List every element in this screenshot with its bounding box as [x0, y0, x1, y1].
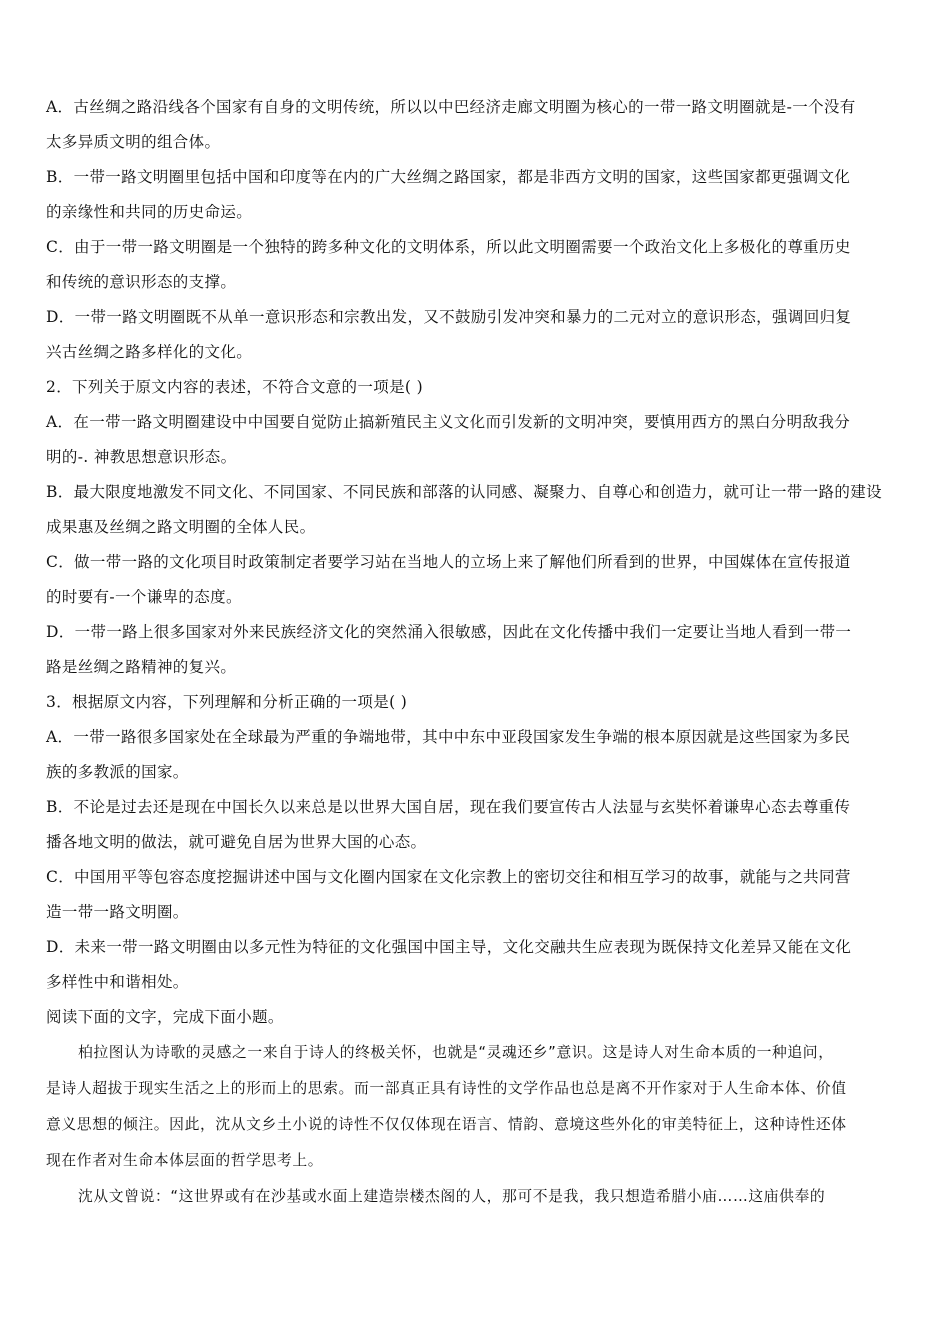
q3-option-b [46, 796, 908, 854]
question-stem: 2．下列关于原文内容的表述，不符合文意的一项是( ) [46, 378, 423, 396]
option-line: 太多异质文明的组合体。 [46, 133, 221, 151]
instruction-text: 阅读下面的文字，完成下面小题。 [46, 1008, 284, 1026]
option-line: 兴古丝绸之路多样化的文化。 [46, 343, 253, 361]
option-line: 明的-. 神教思想意识形态。 [46, 448, 237, 466]
option-line: 造一带一路文明圈。 [46, 903, 189, 921]
option-line: D．一带一路上很多国家对外来民族经济文化的突然涌入很敏感，因此在文化传播中我们一定要让当地人看到一带一 [46, 623, 852, 641]
question-3-stem [46, 691, 908, 714]
option-line: 的亲缘性和共同的历史命运。 [46, 203, 253, 221]
option-line: 族的多教派的国家。 [46, 763, 189, 781]
option-line: C．中国用平等包容态度挖掘讲述中国与文化圈内国家在文化宗教上的密切交往和相互学习的故事，就能与之共同营 [46, 868, 851, 886]
q1-option-d [46, 306, 908, 364]
passage-line: 沈从文曾说：“这世界或有在沙基或水面上建造崇楼杰阁的人，那可不是我，我只想造希腊小庙……这庙供奉的 [78, 1188, 826, 1205]
option-line: B．最大限度地激发不同文化、不同国家、不同民族和部落的认同感、凝聚力、自尊心和创造力，就可让一带一路的建设 [46, 483, 882, 501]
option-line: 播各地文明的做法，就可避免自居为世界大国的心态。 [46, 833, 427, 851]
option-line: C．做一带一路的文化项目时政策制定者要学习站在当地人的立场上来了解他们所看到的世界，中国媒体在宣传报道 [46, 553, 851, 571]
passage-line: 是诗人超拔于现实生活之上的形而上的思索。而一部真正具有诗性的文学作品也总是离不开作家对于人生命本体、价值 [46, 1080, 847, 1097]
passage-paragraph-2 [46, 1185, 908, 1208]
option-line: B．一带一路文明圈里包括中国和印度等在内的广大丝绸之路国家，都是非西方文明的国家，这些国家都更强调文化 [46, 168, 851, 186]
option-line: A．古丝绸之路沿线各个国家有自身的文明传统，所以以中巴经济走廊文明圈为核心的一带一路文明圈就是-一个没有 [46, 98, 856, 116]
option-line: 成果惠及丝绸之路文明圈的全体人民。 [46, 518, 316, 536]
q1-option-b [46, 166, 908, 224]
option-line: 和传统的意识形态的支撑。 [46, 273, 237, 291]
option-line: 的时要有-一个谦卑的态度。 [46, 588, 242, 606]
q1-option-a [46, 96, 908, 154]
option-line: A．一带一路很多国家处在全球最为严重的争端地带，其中中东中亚段国家发生争端的根本原因就是这些国家为多民 [46, 728, 851, 746]
document-body [46, 96, 908, 1221]
q2-option-d [46, 621, 908, 679]
q2-option-a [46, 411, 908, 469]
q2-option-c [46, 551, 908, 609]
passage-paragraph-1 [46, 1041, 908, 1172]
question-2-stem [46, 376, 908, 399]
option-line: D．未来一带一路文明圈由以多元性为特征的文化强国中国主导，文化交融共生应表现为既保持文化差异又能在文化 [46, 938, 852, 956]
option-line: C．由于一带一路文明圈是一个独特的跨多种文化的文明体系，所以此文明圈需要一个政治文化上多极化的尊重历史 [46, 238, 851, 256]
q3-option-d [46, 936, 908, 994]
option-line: B．不论是过去还是现在中国长久以来总是以世界大国自居，现在我们要宣传古人法显与玄奘怀着谦卑心态去尊重传 [46, 798, 851, 816]
option-line: D．一带一路文明圈既不从单一意识形态和宗教出发，又不鼓励引发冲突和暴力的二元对立的意识形态，强调回归复 [46, 308, 852, 326]
question-stem: 3．根据原文内容，下列理解和分析正确的一项是( ) [46, 693, 408, 711]
q3-option-a [46, 726, 908, 784]
option-line: 路是丝绸之路精神的复兴。 [46, 658, 237, 676]
passage-line: 柏拉图认为诗歌的灵感之一来自于诗人的终极关怀，也就是“灵魂还乡”意识。这是诗人对生命本质的一种追问， [78, 1044, 834, 1061]
reading-instruction [46, 1006, 908, 1029]
option-line: 多样性中和谐相处。 [46, 973, 189, 991]
passage-line: 意义思想的倾注。因此，沈从文乡土小说的诗性不仅仅体现在语言、情韵、意境这些外化的审美特征上，这种诗性还体 [46, 1116, 847, 1133]
passage-line: 现在作者对生命本体层面的哲学思考上。 [46, 1152, 324, 1169]
q1-option-c [46, 236, 908, 294]
option-line: A．在一带一路文明圈建设中中国要自觉防止搞新殖民主义文化而引发新的文明冲突，要慎用西方的黑白分明敌我分 [46, 413, 851, 431]
q3-option-c [46, 866, 908, 924]
q2-option-b [46, 481, 908, 539]
